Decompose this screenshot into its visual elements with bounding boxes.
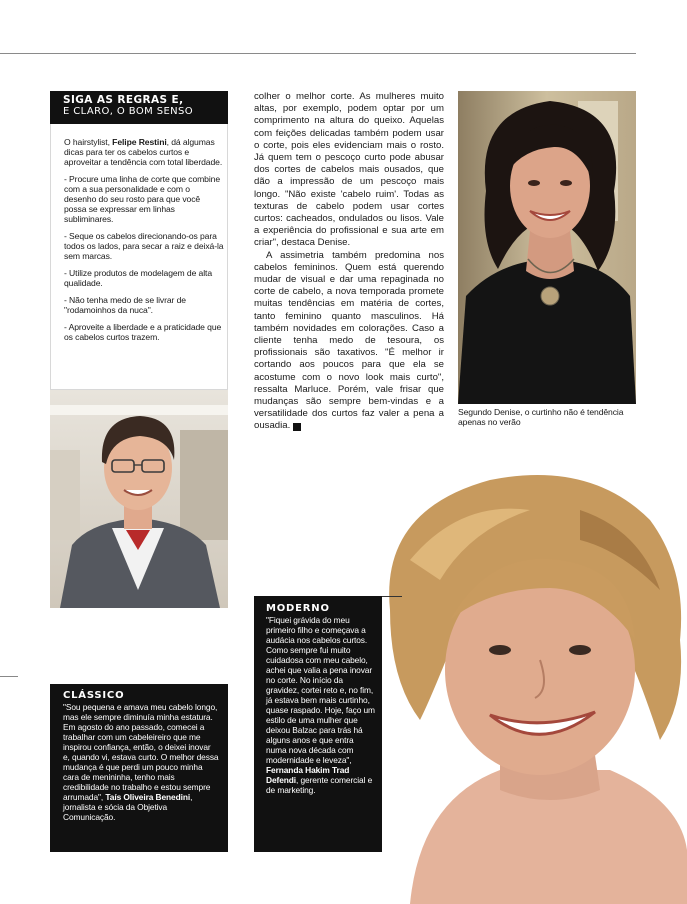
article-column [254,91,444,433]
tip-item: - Utilize produtos de modelagem de alta qualidade. [64,268,213,288]
sidebar-intro [64,137,224,167]
quote-pointer-line [380,596,402,597]
classico-person-role: , jornalista e sócia da Objetiva Comunicação. [63,792,193,822]
moderno-title: MODERNO [266,603,330,614]
intro-text: O hairstylist, [64,137,113,147]
classico-title: CLÁSSICO [63,690,125,701]
photo-felipe-restini [50,390,228,608]
stylist-name: Felipe Restini [112,137,167,147]
moderno-quote-text: "Fiquei grávida do meu primeiro filho e começava a audácia nos cabelos curtos. Como sempre fui muito cuidadosa com meu cabelo, achei que valia a pena inovar no corte. No início da gravidez, cortei reto e, no fim, já estava bem mais curtinho, quase raspado. Hoje, faço um estilo de uma mulher que deixou Balzac para trás há alguns anos e que entra numa nova década com modernidade e leveza", [266,615,375,765]
sidebar-title: SIGA AS REGRAS E, [63,94,184,106]
classico-person-name: Taís Oliveira Benedini [105,792,191,802]
article-paragraph: colher o melhor corte. As mulheres muito altas, por exemplo, podem optar por um comprimento na altura do queixo. Aquelas com feições delicadas também podem usar o corte, pois eles evidenciam mais o rosto. Já quem tem o pescoço curto pode abusar dos cortes de cabelos mais ousados, que dão a impressão de um pescoço mais longo. "Não existe 'cabelo ruim'. Todas as texturas de cabelo podem usar cortes curtos: cacheados, ondulados ou lisos. Vale a experiência do profissional e sua arte em criar", destaca Denise. [254,91,444,249]
top-rule [0,53,636,54]
photo-caption: Segundo Denise, o curtinho não é tendência apenas no verão [458,407,624,427]
classico-quote-text: "Sou pequena e amava meu cabelo longo, mas ele sempre diminuía minha estatura. Em agosto do ano passado, comecei a trabalhar com um cabeleireiro que me inspirou confiança, então, o deixei inovar e, quando vi, estava curto. O melhor dessa mudança é que perdi um pouco minha cara de menininha, tenho mais credibilidade no trabalho e estou sempre arrumada", [63,702,219,802]
intro-text-end: , dá algumas dicas para ter os cabelos curtos e aproveitar a tendência com total liberdade. [64,137,223,167]
sidebar-body [64,137,224,349]
end-mark-icon: f [293,423,301,431]
article-paragraph-text: A assimetria também predomina nos cabelos femininos. Quem está querendo mudar de visual e dar uma repaginada no corte de cabelo, a nova temporada promete muitas tendências em matéria de cortes, tanto feminino quanto masculinos. Há também novidades em colorações. Caso a cliente tenha medo de tesoura, os profissionais são taxativos. "É melhor ir cortando aos poucos para que ela se acostume com o novo look mais curto", ressalta Marluce. Porém, vale frisar que mudanças são sempre bem-vindas e a versatilidade dos curtos faz valer a pena a ousadia. [254,249,444,432]
tip-item: - Aproveite a liberdade e a praticidade que os cabelos curtos trazem. [64,322,222,342]
tip-item: - Procure uma linha de corte que combine com a sua personalidade e com o desenho do seu rosto para que você possa se expressar em linhas subliminares. [64,174,221,224]
moderno-quote [266,615,376,795]
tip-item: - Seque os cabelos direcionando-os para todos os lados, para secar a raiz e deixá-la sem marcas. [64,231,224,261]
classico-quote [63,702,219,822]
quote-box-classico [50,684,228,852]
sidebar-subtitle: E CLARO, O BOM SENSO [63,106,194,117]
article-paragraph-last [254,250,444,433]
section-divider [0,676,18,677]
tip-item: - Não tenha medo de se livrar de "rodamoinhos da nuca". [64,295,186,315]
sidebar-header [50,91,228,124]
moderno-person-role: , gerente comercial e de marketing. [266,775,373,795]
photo-denise [458,91,636,404]
photo-fernanda [380,470,687,904]
quote-box-moderno [254,596,382,852]
moderno-person-name: Fernanda Hakim Trad Defendi [266,765,350,785]
